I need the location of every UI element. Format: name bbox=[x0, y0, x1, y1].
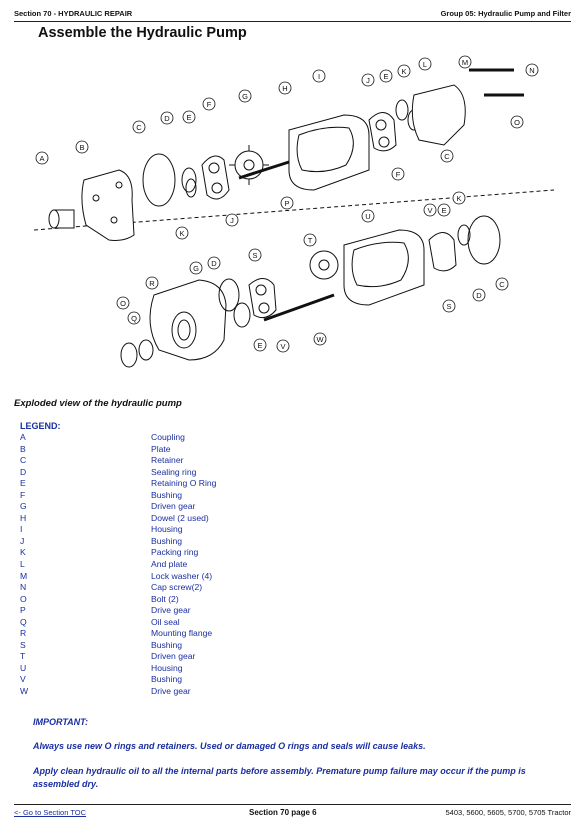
legend-key: T bbox=[20, 651, 26, 662]
svg-text:S: S bbox=[252, 251, 258, 260]
svg-text:B: B bbox=[79, 143, 85, 152]
page-header bbox=[14, 9, 571, 21]
legend-row bbox=[20, 478, 340, 490]
legend-row bbox=[20, 467, 340, 479]
svg-text:O: O bbox=[514, 118, 520, 127]
legend-key: U bbox=[20, 662, 27, 673]
svg-text:F: F bbox=[206, 100, 212, 109]
coupling-part bbox=[49, 210, 74, 228]
svg-text:J: J bbox=[366, 76, 370, 85]
svg-text:K: K bbox=[179, 229, 185, 238]
legend-label: And plate bbox=[151, 559, 188, 570]
legend-label: Dowel (2 used) bbox=[151, 512, 209, 523]
svg-text:R: R bbox=[149, 279, 155, 288]
legend-key: S bbox=[20, 639, 26, 650]
legend-key: R bbox=[20, 628, 27, 639]
legend-key: F bbox=[20, 489, 26, 500]
svg-text:D: D bbox=[164, 114, 170, 123]
svg-text:F: F bbox=[395, 170, 401, 179]
legend-label: Housing bbox=[151, 662, 183, 673]
page-number: Section 70 page 6 bbox=[249, 808, 317, 817]
svg-text:V: V bbox=[427, 206, 433, 215]
legend-key: C bbox=[20, 455, 27, 466]
legend-row bbox=[20, 571, 340, 583]
legend-label: Retainer bbox=[151, 455, 184, 466]
legend-title: LEGEND: bbox=[20, 421, 61, 431]
svg-text:G: G bbox=[193, 264, 199, 273]
legend-label: Drive gear bbox=[151, 605, 191, 616]
page-title: Assemble the Hydraulic Pump bbox=[38, 25, 247, 41]
footer-divider bbox=[14, 804, 571, 805]
figure-caption: Exploded view of the hydraulic pump bbox=[14, 398, 182, 409]
svg-text:C: C bbox=[499, 280, 505, 289]
legend-key: I bbox=[20, 524, 23, 535]
legend-key: B bbox=[20, 443, 26, 454]
legend-key: G bbox=[20, 501, 27, 512]
svg-text:L: L bbox=[422, 60, 428, 69]
legend-key: Q bbox=[20, 616, 27, 627]
legend-row bbox=[20, 559, 340, 571]
legend-row bbox=[20, 432, 340, 444]
svg-text:U: U bbox=[365, 212, 371, 221]
section-label: Section 70 - HYDRAULIC REPAIR bbox=[14, 9, 133, 18]
svg-text:T: T bbox=[307, 236, 313, 245]
svg-text:J: J bbox=[230, 216, 234, 225]
legend-label: Retaining O Ring bbox=[151, 478, 217, 489]
svg-text:E: E bbox=[383, 72, 389, 81]
legend-label: Bushing bbox=[151, 535, 183, 546]
important-heading: IMPORTANT: bbox=[33, 717, 88, 727]
svg-text:S: S bbox=[446, 302, 452, 311]
svg-text:D: D bbox=[211, 259, 217, 268]
legend-label: Drive gear bbox=[151, 686, 191, 697]
svg-text:O: O bbox=[120, 299, 126, 308]
exploded-pump-diagram bbox=[24, 50, 560, 386]
legend-row bbox=[20, 524, 340, 536]
important-note-o-rings: Always use new O rings and retainers. Used or damaged O rings and seals will cause leaks. bbox=[33, 741, 426, 751]
svg-text:D: D bbox=[476, 291, 482, 300]
legend-row bbox=[20, 617, 340, 629]
legend-label: Mounting flange bbox=[151, 628, 213, 639]
legend-key: J bbox=[20, 535, 25, 546]
legend-row bbox=[20, 536, 340, 548]
tractor-models: 5403, 5600, 5605, 5700, 5705 Tractor bbox=[445, 808, 571, 817]
legend-key: P bbox=[20, 605, 26, 616]
legend-row bbox=[20, 547, 340, 559]
legend-row bbox=[20, 663, 340, 675]
svg-text:Q: Q bbox=[131, 314, 137, 323]
legend-key: E bbox=[20, 478, 26, 489]
svg-text:W: W bbox=[316, 335, 324, 344]
legend-list bbox=[20, 432, 340, 698]
legend-row bbox=[20, 444, 340, 456]
legend-key: N bbox=[20, 582, 27, 593]
group-label: Group 05: Hydraulic Pump and Filter bbox=[440, 9, 571, 18]
svg-text:N: N bbox=[529, 66, 535, 75]
legend-row bbox=[20, 490, 340, 502]
legend-key: V bbox=[20, 674, 26, 685]
legend-row bbox=[20, 455, 340, 467]
legend-label: Driven gear bbox=[151, 651, 196, 662]
legend-label: Sealing ring bbox=[151, 466, 197, 477]
legend-key: D bbox=[20, 466, 27, 477]
legend-key: L bbox=[20, 559, 25, 570]
legend-label: Bushing bbox=[151, 639, 183, 650]
svg-text:I: I bbox=[317, 72, 321, 81]
svg-text:G: G bbox=[242, 92, 248, 101]
legend-label: Plate bbox=[151, 443, 171, 454]
svg-text:A: A bbox=[39, 154, 45, 163]
svg-text:K: K bbox=[456, 194, 462, 203]
legend-label: Cap screw(2) bbox=[151, 582, 203, 593]
legend-label: Coupling bbox=[151, 432, 185, 442]
legend-key: K bbox=[20, 547, 26, 558]
svg-text:C: C bbox=[136, 123, 142, 132]
section-toc-link[interactable]: <- Go to Section TOC bbox=[14, 808, 87, 817]
legend-label: Bushing bbox=[151, 674, 183, 685]
svg-text:E: E bbox=[186, 113, 192, 122]
svg-text:P: P bbox=[284, 199, 290, 208]
legend-row bbox=[20, 605, 340, 617]
header-divider bbox=[14, 21, 571, 22]
legend-label: Lock washer (4) bbox=[151, 570, 213, 581]
legend-label: Bushing bbox=[151, 489, 183, 500]
page-footer bbox=[14, 808, 571, 820]
legend-row bbox=[20, 674, 340, 686]
legend-row bbox=[20, 651, 340, 663]
legend-label: Oil seal bbox=[151, 616, 180, 627]
legend-key: H bbox=[20, 512, 27, 523]
legend-row bbox=[20, 640, 340, 652]
legend-key: O bbox=[20, 593, 27, 604]
important-note-oil: Apply clean hydraulic oil to all the internal parts before assembly. Premature pump failure may occur if the pump is assembled dry. bbox=[33, 766, 526, 789]
legend-key: A bbox=[20, 432, 26, 442]
legend-row bbox=[20, 513, 340, 525]
legend-key: M bbox=[20, 570, 28, 581]
svg-text:V: V bbox=[280, 342, 286, 351]
legend-key: W bbox=[20, 686, 29, 697]
legend-row bbox=[20, 594, 340, 606]
legend-row bbox=[20, 582, 340, 594]
legend-row bbox=[20, 628, 340, 640]
svg-text:K: K bbox=[401, 67, 407, 76]
legend-row bbox=[20, 686, 340, 698]
svg-text:E: E bbox=[257, 341, 263, 350]
svg-text:M: M bbox=[461, 58, 469, 67]
svg-text:C: C bbox=[444, 152, 450, 161]
svg-text:H: H bbox=[282, 84, 288, 93]
legend-row bbox=[20, 501, 340, 513]
legend-label: Housing bbox=[151, 524, 183, 535]
legend-label: Packing ring bbox=[151, 547, 199, 558]
legend-label: Bolt (2) bbox=[151, 593, 179, 604]
svg-text:E: E bbox=[441, 206, 447, 215]
legend-label: Driven gear bbox=[151, 501, 196, 512]
